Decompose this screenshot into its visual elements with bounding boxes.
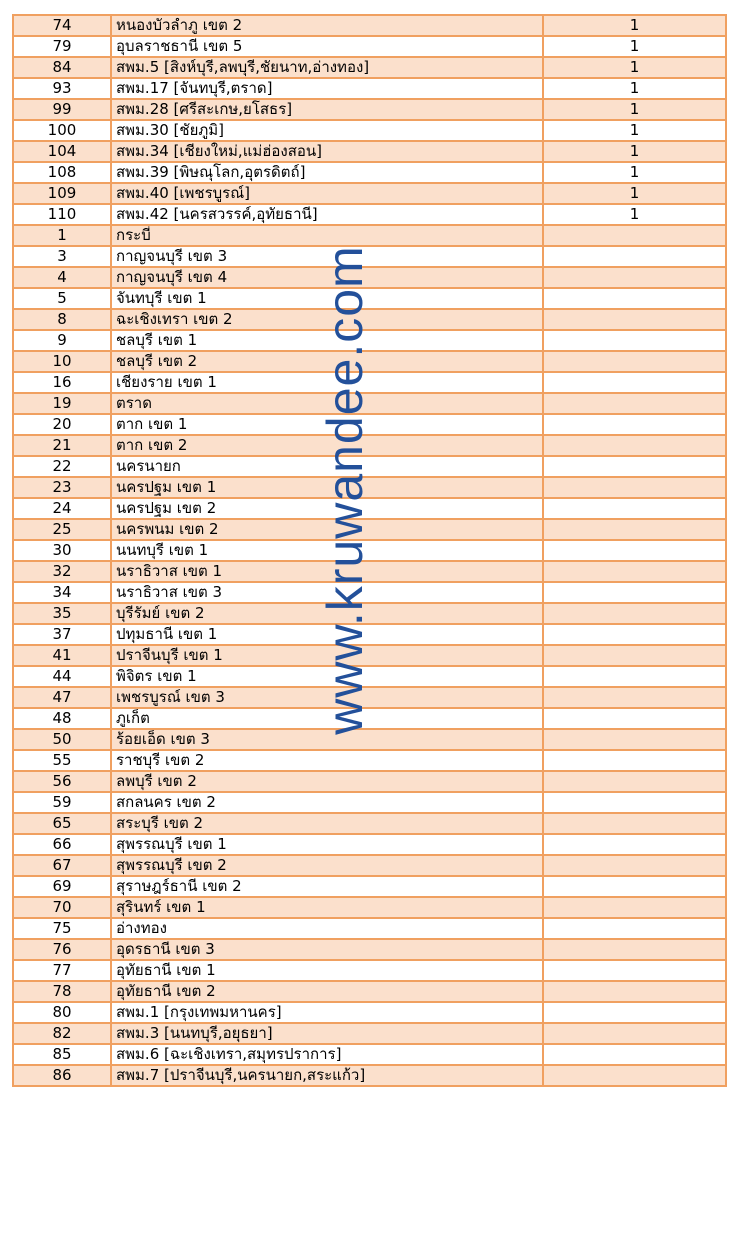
- table-row: [13, 57, 726, 78]
- row-number-cell: 104: [13, 141, 111, 162]
- table-row: [13, 1023, 726, 1044]
- count-cell: 1: [543, 78, 726, 99]
- count-cell: [543, 498, 726, 519]
- table-row: [13, 1065, 726, 1086]
- row-number-cell: 55: [13, 750, 111, 771]
- area-name-cell: กาญจนบุรี เขต 3: [111, 246, 543, 267]
- table-row: [13, 183, 726, 204]
- row-number-cell: 25: [13, 519, 111, 540]
- table-row: [13, 78, 726, 99]
- row-number-cell: 109: [13, 183, 111, 204]
- count-cell: 1: [543, 162, 726, 183]
- area-name-cell: สพม.34 [เชียงใหม่,แม่ฮ่องสอน]: [111, 141, 543, 162]
- count-cell: [543, 897, 726, 918]
- row-number-cell: 37: [13, 624, 111, 645]
- area-name-cell: สกลนคร เขต 2: [111, 792, 543, 813]
- row-number-cell: 75: [13, 918, 111, 939]
- row-number-cell: 47: [13, 687, 111, 708]
- row-number-cell: 3: [13, 246, 111, 267]
- row-number-cell: 9: [13, 330, 111, 351]
- area-name-cell: เชียงราย เขต 1: [111, 372, 543, 393]
- area-name-cell: ตาก เขต 1: [111, 414, 543, 435]
- count-cell: [543, 309, 726, 330]
- table-row: [13, 960, 726, 981]
- area-name-cell: ฉะเชิงเทรา เขต 2: [111, 309, 543, 330]
- area-name-cell: เพชรบูรณ์ เขต 3: [111, 687, 543, 708]
- table-row: [13, 876, 726, 897]
- table-row: [13, 36, 726, 57]
- table-body: [13, 15, 726, 1086]
- table-row: [13, 1044, 726, 1065]
- count-cell: [543, 582, 726, 603]
- row-number-cell: 48: [13, 708, 111, 729]
- row-number-cell: 67: [13, 855, 111, 876]
- area-name-cell: สพม.1 [กรุงเทพมหานคร]: [111, 1002, 543, 1023]
- area-name-cell: สพม.6 [ฉะเชิงเทรา,สมุทรปราการ]: [111, 1044, 543, 1065]
- data-table: [12, 14, 727, 1087]
- area-name-cell: สพม.40 [เพชรบูรณ์]: [111, 183, 543, 204]
- row-number-cell: 80: [13, 1002, 111, 1023]
- table-row: [13, 708, 726, 729]
- table-row: [13, 561, 726, 582]
- row-number-cell: 1: [13, 225, 111, 246]
- table-row: [13, 855, 726, 876]
- area-name-cell: ตาก เขต 2: [111, 435, 543, 456]
- table-row: [13, 246, 726, 267]
- table-row: [13, 330, 726, 351]
- table-row: [13, 1002, 726, 1023]
- row-number-cell: 66: [13, 834, 111, 855]
- row-number-cell: 20: [13, 414, 111, 435]
- count-cell: [543, 1023, 726, 1044]
- count-cell: [543, 960, 726, 981]
- area-name-cell: สุราษฎร์ธานี เขต 2: [111, 876, 543, 897]
- area-name-cell: สพม.17 [จันทบุรี,ตราด]: [111, 78, 543, 99]
- area-name-cell: กาญจนบุรี เขต 4: [111, 267, 543, 288]
- count-cell: [543, 1044, 726, 1065]
- table-row: [13, 939, 726, 960]
- row-number-cell: 41: [13, 645, 111, 666]
- count-cell: [543, 771, 726, 792]
- table-row: [13, 162, 726, 183]
- table-row: [13, 750, 726, 771]
- row-number-cell: 35: [13, 603, 111, 624]
- row-number-cell: 32: [13, 561, 111, 582]
- row-number-cell: 99: [13, 99, 111, 120]
- row-number-cell: 5: [13, 288, 111, 309]
- table-row: [13, 918, 726, 939]
- table-row: [13, 120, 726, 141]
- row-number-cell: 78: [13, 981, 111, 1002]
- row-number-cell: 30: [13, 540, 111, 561]
- watermark-text: www.kruwandee.com: [317, 245, 373, 735]
- count-cell: 1: [543, 204, 726, 225]
- area-name-cell: นราธิวาส เขต 1: [111, 561, 543, 582]
- count-cell: [543, 561, 726, 582]
- row-number-cell: 108: [13, 162, 111, 183]
- area-name-cell: นครปฐม เขต 2: [111, 498, 543, 519]
- table-row: [13, 225, 726, 246]
- count-cell: [543, 834, 726, 855]
- count-cell: [543, 876, 726, 897]
- area-name-cell: สพม.42 [นครสวรรค์,อุทัยธานี]: [111, 204, 543, 225]
- row-number-cell: 16: [13, 372, 111, 393]
- count-cell: [543, 750, 726, 771]
- area-name-cell: ปราจีนบุรี เขต 1: [111, 645, 543, 666]
- count-cell: [543, 687, 726, 708]
- area-name-cell: สระบุรี เขต 2: [111, 813, 543, 834]
- count-cell: [543, 519, 726, 540]
- row-number-cell: 76: [13, 939, 111, 960]
- row-number-cell: 44: [13, 666, 111, 687]
- area-name-cell: กระบี่: [111, 225, 543, 246]
- row-number-cell: 82: [13, 1023, 111, 1044]
- row-number-cell: 86: [13, 1065, 111, 1086]
- row-number-cell: 100: [13, 120, 111, 141]
- table-row: [13, 309, 726, 330]
- table-row: [13, 372, 726, 393]
- area-name-cell: อุทัยธานี เขต 2: [111, 981, 543, 1002]
- area-name-cell: นนทบุรี เขต 1: [111, 540, 543, 561]
- count-cell: [543, 813, 726, 834]
- area-name-cell: อุดรธานี เขต 3: [111, 939, 543, 960]
- row-number-cell: 59: [13, 792, 111, 813]
- table-row: [13, 204, 726, 225]
- table-row: [13, 351, 726, 372]
- table-row: [13, 498, 726, 519]
- count-cell: [543, 435, 726, 456]
- area-name-cell: หนองบัวลำภู เขต 2: [111, 15, 543, 36]
- row-number-cell: 84: [13, 57, 111, 78]
- count-cell: [543, 624, 726, 645]
- area-name-cell: พิจิตร เขต 1: [111, 666, 543, 687]
- count-cell: [543, 330, 726, 351]
- area-name-cell: สุพรรณบุรี เขต 2: [111, 855, 543, 876]
- table-row: [13, 813, 726, 834]
- count-cell: [543, 645, 726, 666]
- table-row: [13, 519, 726, 540]
- area-name-cell: อุบลราชธานี เขต 5: [111, 36, 543, 57]
- table-row: [13, 99, 726, 120]
- count-cell: [543, 1065, 726, 1086]
- count-cell: [543, 603, 726, 624]
- area-name-cell: ร้อยเอ็ด เขต 3: [111, 729, 543, 750]
- row-number-cell: 56: [13, 771, 111, 792]
- count-cell: [543, 729, 726, 750]
- count-cell: [543, 351, 726, 372]
- count-cell: 1: [543, 57, 726, 78]
- table-row: [13, 540, 726, 561]
- table-row: [13, 624, 726, 645]
- area-name-cell: สพม.7 [ปราจีนบุรี,นครนายก,สระแก้ว]: [111, 1065, 543, 1086]
- count-cell: [543, 1002, 726, 1023]
- row-number-cell: 65: [13, 813, 111, 834]
- area-name-cell: สพม.28 [ศรีสะเกษ,ยโสธร]: [111, 99, 543, 120]
- count-cell: 1: [543, 183, 726, 204]
- count-cell: [543, 792, 726, 813]
- table-row: [13, 582, 726, 603]
- count-cell: [543, 246, 726, 267]
- area-name-cell: นครปฐม เขต 1: [111, 477, 543, 498]
- area-name-cell: ภูเก็ต: [111, 708, 543, 729]
- row-number-cell: 23: [13, 477, 111, 498]
- area-name-cell: นครพนม เขต 2: [111, 519, 543, 540]
- count-cell: 1: [543, 36, 726, 57]
- area-name-cell: ราชบุรี เขต 2: [111, 750, 543, 771]
- row-number-cell: 85: [13, 1044, 111, 1065]
- spreadsheet: [12, 14, 725, 1087]
- area-name-cell: ปทุมธานี เขต 1: [111, 624, 543, 645]
- count-cell: [543, 267, 726, 288]
- area-name-cell: ชลบุรี เขต 2: [111, 351, 543, 372]
- table-row: [13, 435, 726, 456]
- count-cell: [543, 288, 726, 309]
- row-number-cell: 110: [13, 204, 111, 225]
- count-cell: 1: [543, 15, 726, 36]
- table-row: [13, 834, 726, 855]
- table-row: [13, 981, 726, 1002]
- table-row: [13, 729, 726, 750]
- area-name-cell: นราธิวาส เขต 3: [111, 582, 543, 603]
- row-number-cell: 93: [13, 78, 111, 99]
- row-number-cell: 8: [13, 309, 111, 330]
- table-row: [13, 15, 726, 36]
- row-number-cell: 22: [13, 456, 111, 477]
- area-name-cell: สพม.5 [สิงห์บุรี,ลพบุรี,ชัยนาท,อ่างทอง]: [111, 57, 543, 78]
- row-number-cell: 34: [13, 582, 111, 603]
- area-name-cell: สพม.30 [ชัยภูมิ]: [111, 120, 543, 141]
- count-cell: [543, 540, 726, 561]
- count-cell: 1: [543, 120, 726, 141]
- count-cell: [543, 225, 726, 246]
- count-cell: [543, 666, 726, 687]
- count-cell: [543, 477, 726, 498]
- area-name-cell: ลพบุรี เขต 2: [111, 771, 543, 792]
- table-row: [13, 666, 726, 687]
- count-cell: [543, 456, 726, 477]
- area-name-cell: อ่างทอง: [111, 918, 543, 939]
- area-name-cell: สุพรรณบุรี เขต 1: [111, 834, 543, 855]
- table-row: [13, 393, 726, 414]
- count-cell: [543, 372, 726, 393]
- count-cell: 1: [543, 99, 726, 120]
- area-name-cell: ตราด: [111, 393, 543, 414]
- count-cell: [543, 855, 726, 876]
- row-number-cell: 50: [13, 729, 111, 750]
- count-cell: [543, 393, 726, 414]
- area-name-cell: สพม.3 [นนทบุรี,อยุธยา]: [111, 1023, 543, 1044]
- table-row: [13, 456, 726, 477]
- row-number-cell: 69: [13, 876, 111, 897]
- area-name-cell: ชลบุรี เขต 1: [111, 330, 543, 351]
- count-cell: 1: [543, 141, 726, 162]
- count-cell: [543, 414, 726, 435]
- area-name-cell: บุรีรัมย์ เขต 2: [111, 603, 543, 624]
- row-number-cell: 21: [13, 435, 111, 456]
- area-name-cell: จันทบุรี เขต 1: [111, 288, 543, 309]
- row-number-cell: 77: [13, 960, 111, 981]
- row-number-cell: 10: [13, 351, 111, 372]
- area-name-cell: สุรินทร์ เขต 1: [111, 897, 543, 918]
- table-row: [13, 477, 726, 498]
- table-row: [13, 603, 726, 624]
- row-number-cell: 19: [13, 393, 111, 414]
- area-name-cell: อุทัยธานี เขต 1: [111, 960, 543, 981]
- row-number-cell: 24: [13, 498, 111, 519]
- table-row: [13, 897, 726, 918]
- row-number-cell: 74: [13, 15, 111, 36]
- row-number-cell: 79: [13, 36, 111, 57]
- area-name-cell: นครนายก: [111, 456, 543, 477]
- table-row: [13, 771, 726, 792]
- table-row: [13, 267, 726, 288]
- table-row: [13, 687, 726, 708]
- table-row: [13, 414, 726, 435]
- table-row: [13, 141, 726, 162]
- table-row: [13, 645, 726, 666]
- table-row: [13, 792, 726, 813]
- row-number-cell: 4: [13, 267, 111, 288]
- count-cell: [543, 918, 726, 939]
- table-row: [13, 288, 726, 309]
- count-cell: [543, 708, 726, 729]
- area-name-cell: สพม.39 [พิษณุโลก,อุตรดิตถ์]: [111, 162, 543, 183]
- row-number-cell: 70: [13, 897, 111, 918]
- count-cell: [543, 939, 726, 960]
- count-cell: [543, 981, 726, 1002]
